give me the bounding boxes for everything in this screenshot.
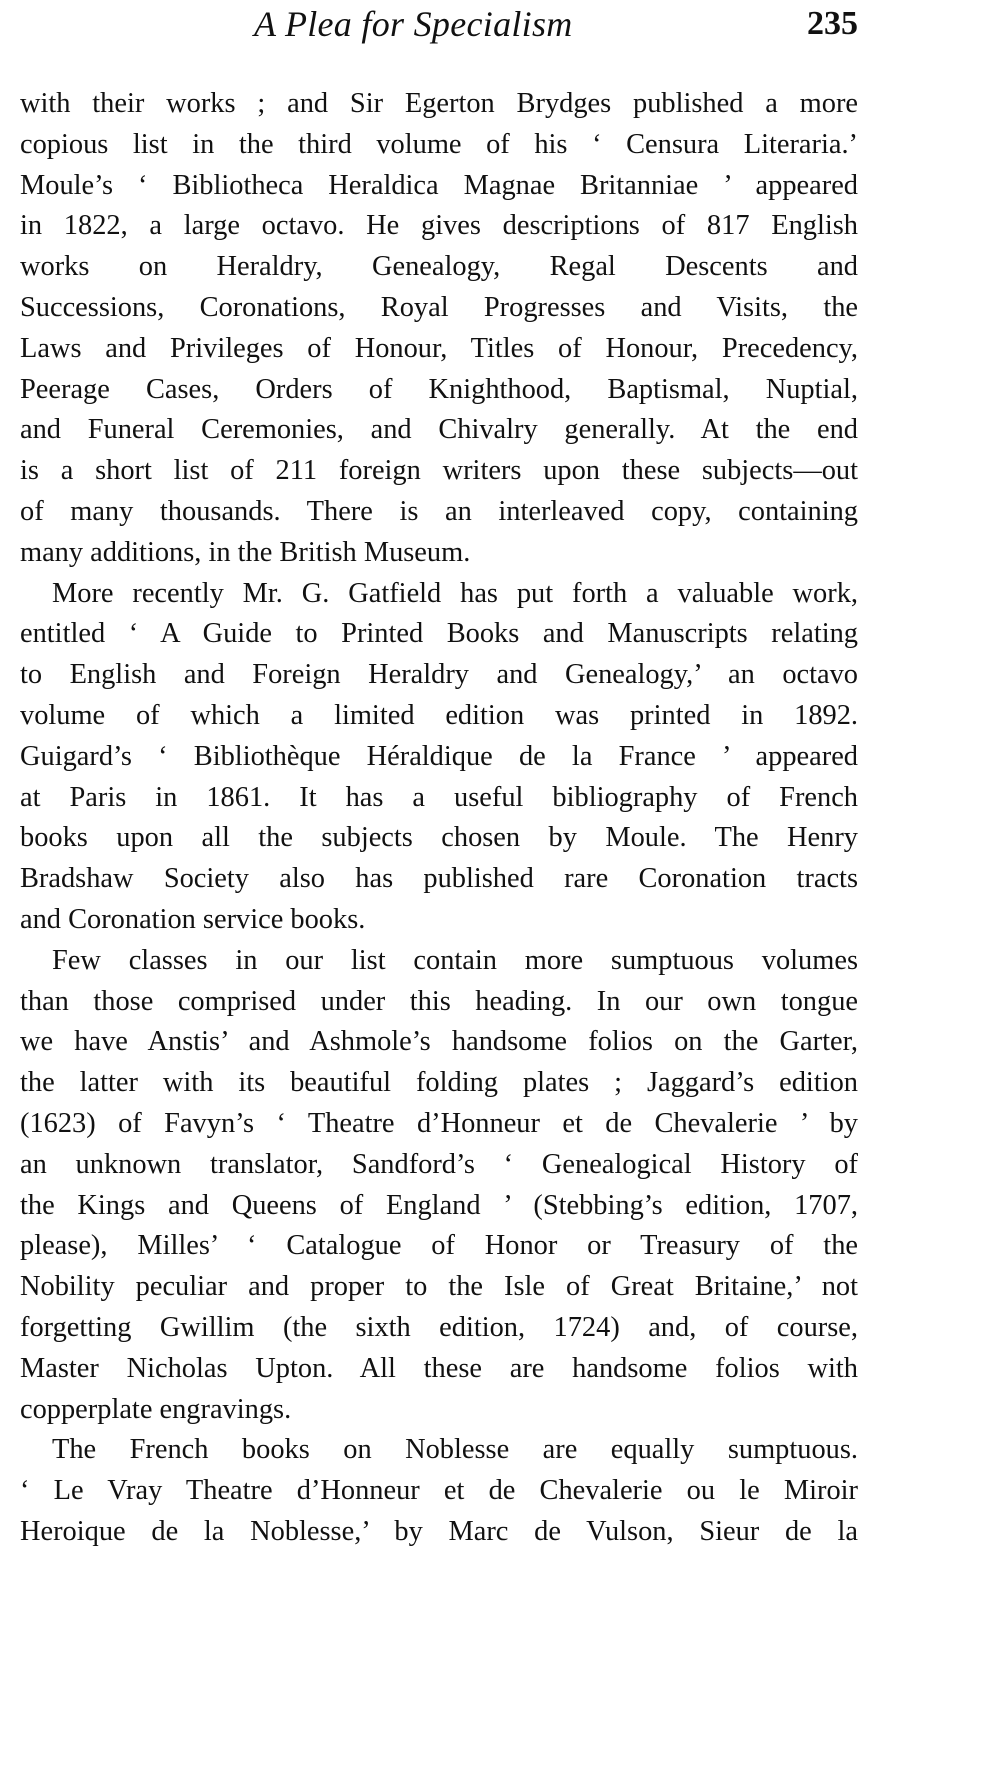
- text-line: copious list in the third volume of his ‘ Censura Literaria.’: [20, 128, 858, 160]
- text-line: please), Milles’ ‘ Catalogue of Honor or Treasury of the: [20, 1230, 858, 1262]
- text-line: the Kings and Queens of England ’ (Stebbing’s edition, 1707,: [20, 1189, 858, 1221]
- text-line: and Coronation service books.: [20, 903, 366, 935]
- text-line: books upon all the subjects chosen by Moule. The Henry: [20, 822, 858, 854]
- text-line: works on Heraldry, Genealogy, Regal Descents and: [20, 251, 858, 283]
- text-line: than those comprised under this heading. In our own tongue: [20, 985, 858, 1017]
- page-number: 235: [807, 5, 858, 42]
- text-line: with their works ; and Sir Egerton Brydges published a more: [20, 88, 858, 119]
- text-line: Peerage Cases, Orders of Knighthood, Baptismal, Nuptial,: [20, 373, 858, 405]
- text-line: volume of which a limited edition was printed in 1892.: [20, 699, 858, 731]
- text-line: (1623) of Favyn’s ‘ Theatre d’Honneur et de Chevalerie ’ by: [20, 1107, 858, 1139]
- text-line: Heroique de la Noblesse,’ by Marc de Vulson, Sieur de la: [20, 1515, 858, 1547]
- text-line: Bradshaw Society also has published rare Coronation tracts: [20, 863, 858, 895]
- text-line: ‘ Le Vray Theatre d’Honneur et de Chevalerie ou le Miroir: [20, 1475, 858, 1507]
- text-line: and Funeral Ceremonies, and Chivalry generally. At the end: [20, 414, 858, 446]
- running-head: [20, 0, 858, 52]
- text-line: entitled ‘ A Guide to Printed Books and Manuscripts relating: [20, 618, 858, 650]
- text-line: forgetting Gwillim (the sixth edition, 1724) and, of course,: [20, 1311, 858, 1343]
- text-line: Master Nicholas Upton. All these are handsome folios with: [20, 1352, 858, 1384]
- text-line: Moule’s ‘ Bibliotheca Heraldica Magnae Britanniae ’ appeared: [20, 169, 858, 201]
- text-line: in 1822, a large octavo. He gives descriptions of 817 English: [20, 210, 858, 242]
- text-line: Laws and Privileges of Honour, Titles of Honour, Precedency,: [20, 332, 858, 364]
- paragraph-first-line: More recently Mr. G. Gatfield has put forth a valuable work,: [52, 577, 858, 609]
- paragraph-first-line: Few classes in our list contain more sumptuous volumes: [52, 944, 858, 976]
- text-line: an unknown translator, Sandford’s ‘ Genealogical History of: [20, 1148, 858, 1180]
- text-line: the latter with its beautiful folding plates ; Jaggard’s edition: [20, 1067, 858, 1099]
- book-page: [20, 0, 858, 1547]
- text-line: of many thousands. There is an interleaved copy, containing: [20, 495, 858, 527]
- text-line: at Paris in 1861. It has a useful bibliography of French: [20, 781, 858, 813]
- text-line: copperplate engravings.: [20, 1393, 292, 1425]
- text-line: Guigard’s ‘ Bibliothèque Héraldique de la France ’ appeared: [20, 740, 858, 772]
- text-line: is a short list of 211 foreign writers upon these subjects—out: [20, 455, 858, 487]
- text-line: Successions, Coronations, Royal Progresses and Visits, the: [20, 291, 858, 323]
- text-line: we have Anstis’ and Ashmole’s handsome folios on the Garter,: [20, 1026, 858, 1058]
- running-title: A Plea for Specialism: [254, 4, 573, 44]
- text-line: to English and Foreign Heraldry and Genealogy,’ an octavo: [20, 659, 858, 691]
- text-line: many additions, in the British Museum.: [20, 536, 471, 568]
- text-line: Nobility peculiar and proper to the Isle of Great Britaine,’ not: [20, 1271, 858, 1303]
- paragraph-first-line: The French books on Noblesse are equally sumptuous.: [52, 1434, 858, 1466]
- body-text: [20, 84, 858, 1553]
